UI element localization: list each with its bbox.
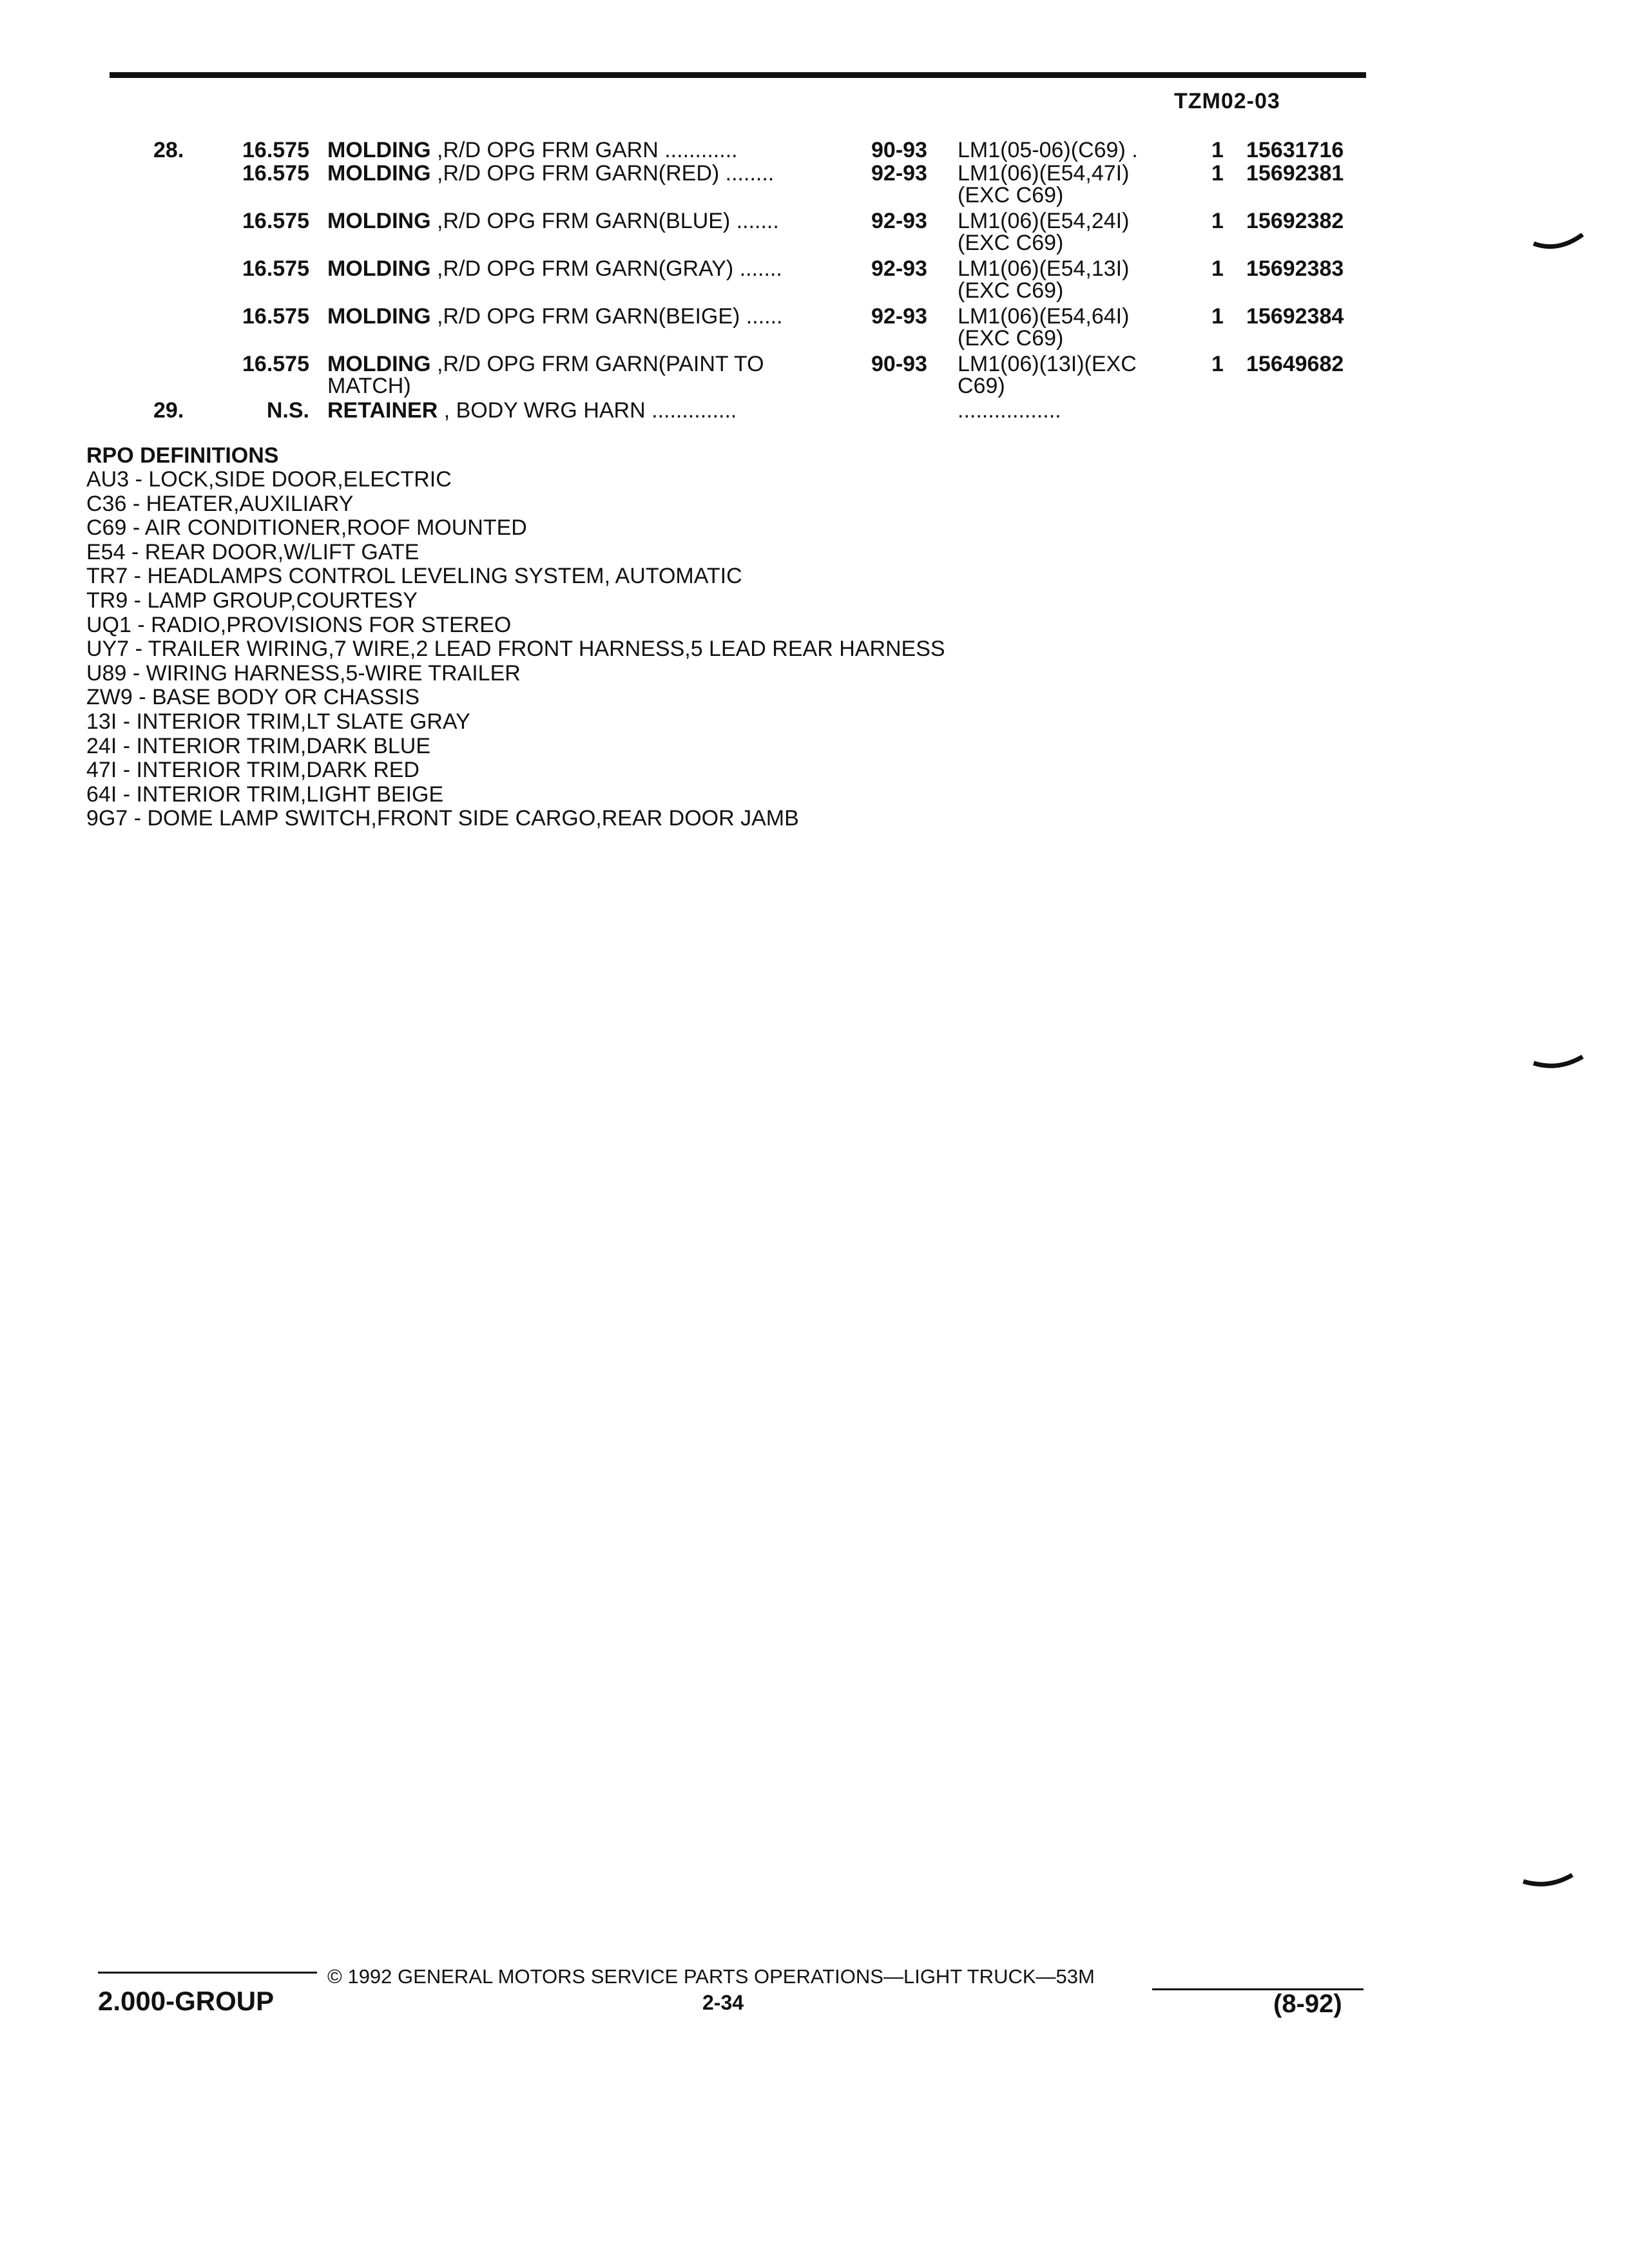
model-years: 92-93 — [871, 304, 927, 329]
reference-number: N.S. — [266, 398, 309, 423]
reference-number: 16.575 — [242, 256, 309, 281]
description-continued: MATCH) — [327, 374, 411, 398]
application-code: LM1(06)(E54,47I) — [958, 161, 1130, 186]
quantity: 1 — [1211, 304, 1224, 329]
rpo-definition: 47I - INTERIOR TRIM,DARK RED — [86, 758, 419, 783]
reference-number: 16.575 — [242, 304, 309, 329]
part-number: 15631716 — [1246, 138, 1344, 162]
binder-tab-mark — [1532, 233, 1584, 253]
rpo-definition: UY7 - TRAILER WIRING,7 WIRE,2 LEAD FRONT HARNESS,5 LEAD REAR HARNESS — [86, 637, 945, 662]
rpo-definition: U89 - WIRING HARNESS,5-WIRE TRAILER — [86, 660, 521, 686]
application-continued: (EXC C69) — [958, 326, 1064, 351]
description-detail: , BODY WRG HARN — [438, 398, 646, 423]
rpo-definition: C36 - HEATER,AUXILIARY — [86, 491, 354, 516]
description-detail: ,R/D OPG FRM GARN(GRAY) — [430, 256, 734, 281]
quantity: 1 — [1211, 352, 1224, 376]
application-usage — [958, 352, 1137, 376]
parts-row — [0, 256, 1629, 303]
rpo-definition: TR7 - HEADLAMPS CONTROL LEVELING SYSTEM, AUTOMATIC — [86, 564, 742, 589]
description-leader-dots: ............ — [658, 138, 738, 162]
description-leader-dots: ...... — [740, 304, 783, 329]
binder-tab-mark — [1522, 1872, 1574, 1892]
reference-number: 16.575 — [242, 352, 309, 376]
footer-rule-left — [98, 1972, 317, 1974]
part-number: 15692383 — [1246, 256, 1344, 281]
parts-row — [0, 352, 1629, 398]
rpo-definition: AU3 - LOCK,SIDE DOOR,ELECTRIC — [86, 467, 452, 492]
part-description — [327, 352, 764, 376]
application-continued: (EXC C69) — [958, 278, 1064, 303]
model-years: 92-93 — [871, 161, 927, 186]
description-main: MOLDING — [327, 138, 431, 162]
model-years: 90-93 — [871, 352, 927, 376]
reference-number: 16.575 — [242, 138, 309, 162]
rpo-definition: ZW9 - BASE BODY OR CHASSIS — [86, 685, 420, 710]
footer-group: 2.000-GROUP — [98, 1986, 275, 2016]
description-main: RETAINER — [327, 398, 438, 423]
header-rule — [110, 72, 1366, 78]
description-main: MOLDING — [327, 161, 431, 186]
description-leader-dots: ....... — [730, 209, 779, 233]
part-description — [327, 398, 737, 423]
description-main: MOLDING — [327, 304, 431, 329]
description-main: MOLDING — [327, 209, 431, 233]
rpo-definition: E54 - REAR DOOR,W/LIFT GATE — [86, 539, 419, 564]
application-usage — [958, 256, 1129, 281]
application-usage — [958, 304, 1129, 329]
part-description — [327, 256, 782, 281]
application-code: LM1(06)(E54,13I) — [958, 256, 1130, 281]
quantity: 1 — [1211, 256, 1224, 281]
item-number: 28. — [153, 138, 184, 162]
part-description — [327, 161, 774, 186]
description-detail: ,R/D OPG FRM GARN — [430, 138, 659, 162]
model-years: 92-93 — [871, 256, 927, 281]
description-detail: ,R/D OPG FRM GARN(BEIGE) — [430, 304, 740, 329]
model-years: 92-93 — [871, 209, 927, 233]
rpo-definitions-title: RPO DEFINITIONS — [86, 443, 279, 468]
reference-number: 16.575 — [242, 209, 309, 233]
description-detail: ,R/D OPG FRM GARN(BLUE) — [430, 209, 731, 233]
parts-row — [0, 398, 1629, 428]
application-code: LM1(05-06)(C69) — [958, 138, 1126, 162]
description-detail: ,R/D OPG FRM GARN(PAINT TO — [430, 352, 764, 376]
footer-date: (8-92) — [1273, 1990, 1342, 2018]
parts-row — [0, 161, 1629, 207]
rpo-definition: 13I - INTERIOR TRIM,LT SLATE GRAY — [86, 709, 470, 734]
application-usage — [958, 209, 1129, 233]
application-leader-dots: ................. — [958, 398, 1061, 423]
footer-page-number: 2-34 — [702, 1991, 744, 2014]
application-continued: (EXC C69) — [958, 231, 1064, 255]
footer-copyright: © 1992 GENERAL MOTORS SERVICE PARTS OPERATIONS—LIGHT TRUCK—53M — [327, 1965, 1095, 1988]
application-usage — [958, 398, 1061, 423]
part-description — [327, 304, 782, 329]
application-continued: (EXC C69) — [958, 183, 1064, 207]
rpo-definition: 9G7 - DOME LAMP SWITCH,FRONT SIDE CARGO,REAR DOOR JAMB — [86, 806, 799, 831]
part-number: 15692384 — [1246, 304, 1344, 329]
description-leader-dots: ....... — [733, 256, 782, 281]
application-code: LM1(06)(E54,64I) — [958, 304, 1130, 329]
quantity: 1 — [1211, 209, 1224, 233]
application-usage — [958, 138, 1138, 162]
model-years: 90-93 — [871, 138, 927, 162]
item-number: 29. — [153, 398, 184, 423]
rpo-definitions-list — [86, 468, 945, 831]
description-main: MOLDING — [327, 256, 431, 281]
application-continued: C69) — [958, 374, 1005, 398]
quantity: 1 — [1211, 138, 1224, 162]
quantity: 1 — [1211, 161, 1224, 186]
description-leader-dots: .............. — [645, 398, 737, 423]
reference-number: 16.575 — [242, 161, 309, 186]
rpo-definition: 64I - INTERIOR TRIM,LIGHT BEIGE — [86, 782, 444, 807]
description-leader-dots: ........ — [719, 161, 775, 186]
rpo-definition: C69 - AIR CONDITIONER,ROOF MOUNTED — [86, 515, 527, 541]
part-number: 15649682 — [1246, 352, 1344, 376]
rpo-definition: UQ1 - RADIO,PROVISIONS FOR STEREO — [86, 612, 512, 637]
part-number: 15692382 — [1246, 209, 1344, 233]
description-detail: ,R/D OPG FRM GARN(RED) — [430, 161, 720, 186]
application-usage — [958, 161, 1129, 186]
rpo-definition: TR9 - LAMP GROUP,COURTESY — [86, 588, 418, 613]
part-number: 15692381 — [1246, 161, 1344, 186]
rpo-definition: 24I - INTERIOR TRIM,DARK BLUE — [86, 733, 431, 758]
catalog-code: TZM02-03 — [1174, 89, 1280, 113]
parts-row — [0, 209, 1629, 255]
application-code: LM1(06)(E54,24I) — [958, 209, 1130, 233]
part-description — [327, 138, 738, 162]
application-code: LM1(06)(13I)(EXC — [958, 352, 1137, 376]
binder-tab-mark — [1532, 1054, 1584, 1073]
parts-row — [0, 304, 1629, 351]
application-leader-dots: . — [1125, 138, 1138, 162]
description-main: MOLDING — [327, 352, 431, 376]
part-description — [327, 209, 779, 233]
